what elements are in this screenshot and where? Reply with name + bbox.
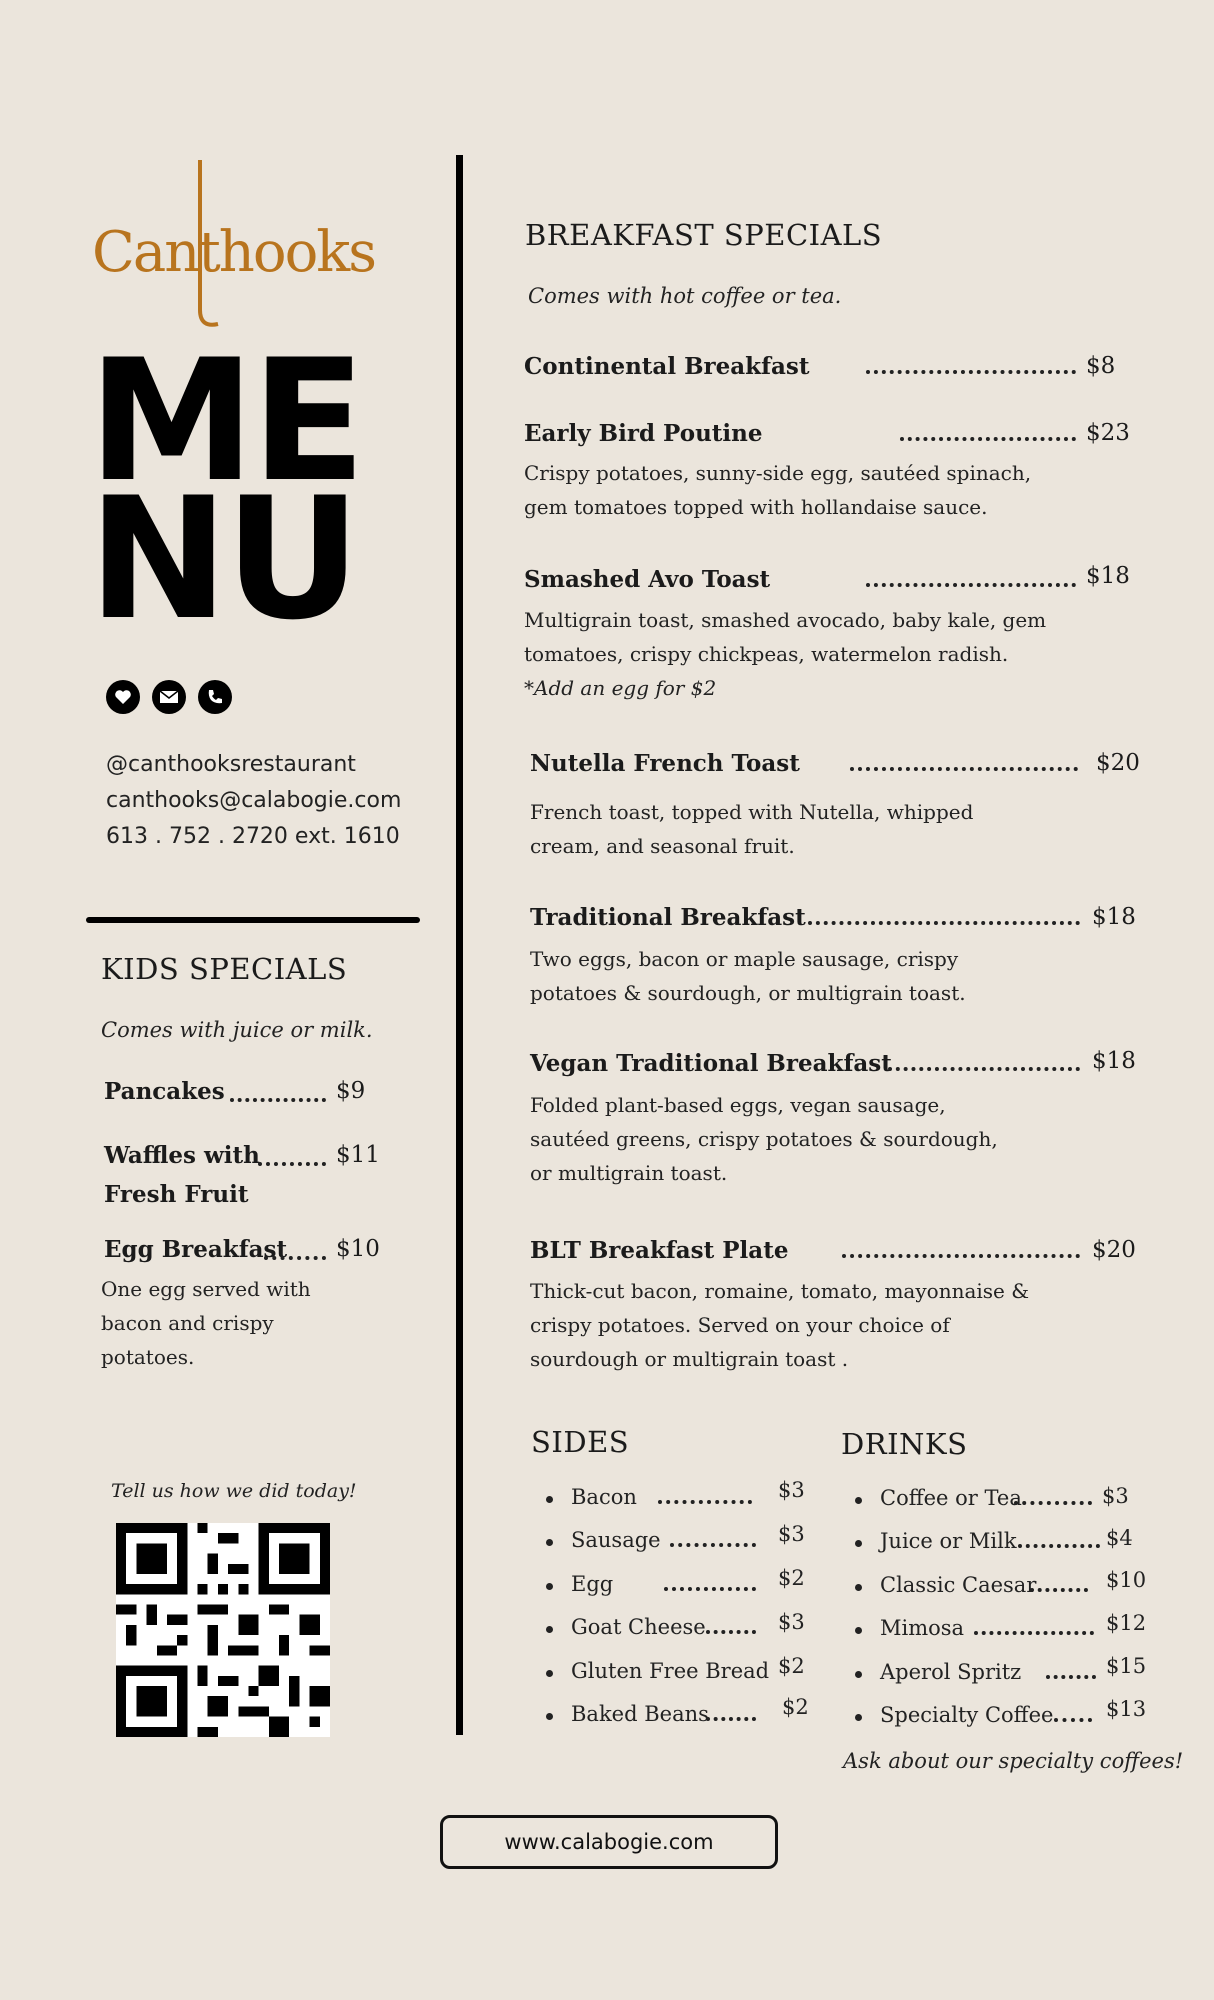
- bullet: [546, 1626, 553, 1633]
- side-item-name: Egg: [571, 1572, 614, 1596]
- bullet: [855, 1497, 862, 1504]
- leader-dots: [974, 1631, 1094, 1635]
- breakfast-item-description: French toast, topped with Nutella, whipped cream, and seasonal fruit.: [530, 800, 974, 858]
- bullet: [546, 1670, 553, 1677]
- breakfast-item-name: Smashed Avo Toast: [524, 566, 771, 593]
- side-item-price: $3: [778, 1610, 805, 1634]
- leader-dots: [264, 1256, 326, 1260]
- phone-icon[interactable]: [198, 680, 232, 714]
- leader-dots: [1018, 1544, 1100, 1548]
- menu-title-line2: NU: [88, 461, 358, 657]
- breakfast-item-name: Continental Breakfast: [524, 353, 810, 380]
- side-item-price: $2: [778, 1566, 805, 1590]
- left-divider-rule: [86, 917, 420, 923]
- breakfast-item-description: Crispy potatoes, sunny-side egg, sautéed spinach, gem tomatoes topped with hollandaise sauce.: [524, 461, 1032, 519]
- feedback-qr-code[interactable]: [116, 1523, 330, 1737]
- drink-item-name: Classic Caesar: [880, 1573, 1037, 1597]
- column-divider: [456, 155, 463, 1735]
- breakfast-item-name: Early Bird Poutine: [524, 420, 763, 447]
- drink-item-name: Coffee or Tea: [880, 1486, 1022, 1510]
- drinks-note: Ask about our specialty coffees!: [843, 1749, 1184, 1773]
- breakfast-item-price: $18: [1092, 904, 1136, 930]
- breakfast-item-description: Folded plant-based eggs, vegan sausage, sautéed greens, crispy potatoes & sourdough, or multigrain toast.: [530, 1093, 998, 1185]
- bullet: [855, 1714, 862, 1721]
- side-item-price: $3: [778, 1478, 805, 1502]
- breakfast-specials-title: BREAKFAST SPECIALS: [525, 218, 883, 252]
- drink-item-price: $12: [1106, 1611, 1147, 1635]
- bullet: [546, 1713, 553, 1720]
- leader-dots: [230, 1098, 326, 1102]
- kids-item-description: One egg served with bacon and crispy potatoes.: [101, 1277, 311, 1369]
- kids-specials-subtitle: Comes with juice or milk.: [101, 1018, 373, 1042]
- kids-item-name: Pancakes: [104, 1078, 225, 1105]
- restaurant-logo: [92, 160, 375, 330]
- leader-dots: [706, 1630, 756, 1634]
- leader-dots: [842, 1254, 1080, 1258]
- drink-item-price: $3: [1102, 1484, 1129, 1508]
- bullet: [546, 1496, 553, 1503]
- logo-text: Canthooks: [92, 220, 375, 285]
- drink-item-price: $4: [1106, 1526, 1133, 1550]
- bullet: [855, 1540, 862, 1547]
- leader-dots: [1014, 1501, 1092, 1505]
- side-item-name: Sausage: [571, 1528, 661, 1552]
- kids-item-name: Egg Breakfast: [104, 1236, 288, 1263]
- breakfast-item-description: Two eggs, bacon or maple sausage, crispy potatoes & sourdough, or multigrain toast.: [530, 947, 966, 1005]
- kids-specials-title: KIDS SPECIALS: [101, 952, 348, 986]
- leader-dots: [900, 437, 1076, 441]
- bullet: [546, 1583, 553, 1590]
- breakfast-item-price: $18: [1092, 1048, 1136, 1074]
- side-item-name: Bacon: [571, 1485, 637, 1509]
- heart-icon[interactable]: [106, 680, 140, 714]
- breakfast-item-price: $18: [1086, 563, 1130, 589]
- social-icons: [106, 680, 232, 714]
- kids-item-name-line2: Fresh Fruit: [104, 1181, 249, 1208]
- leader-dots: [658, 1500, 752, 1504]
- drinks-title: DRINKS: [841, 1427, 968, 1461]
- side-item-price: $2: [778, 1654, 805, 1678]
- bullet: [855, 1627, 862, 1634]
- drink-item-name: Aperol Spritz: [880, 1660, 1022, 1684]
- drink-item-price: $10: [1106, 1568, 1147, 1592]
- breakfast-item-description: Thick-cut bacon, romaine, tomato, mayonnaise & crispy potatoes. Served on your choice of sourdough or multigrain toast .: [530, 1279, 1030, 1371]
- kids-item-price: $10: [336, 1236, 380, 1262]
- bullet: [855, 1584, 862, 1591]
- contact-info: [106, 747, 401, 855]
- bullet: [546, 1539, 553, 1546]
- breakfast-item-price: $20: [1096, 750, 1140, 776]
- bullet: [855, 1671, 862, 1678]
- side-item-name: Goat Cheese: [571, 1615, 706, 1639]
- drink-item-name: Mimosa: [880, 1616, 965, 1640]
- breakfast-item-name: Nutella French Toast: [530, 750, 800, 777]
- breakfast-item-description: Multigrain toast, smashed avocado, baby kale, gem tomatoes, crispy chickpeas, watermelon radish.: [524, 608, 1047, 666]
- drink-item-price: $13: [1106, 1697, 1147, 1721]
- leader-dots: [706, 1717, 756, 1721]
- side-item-price: $2: [782, 1695, 809, 1719]
- leader-dots: [888, 1067, 1080, 1071]
- website-link[interactable]: www.calabogie.com: [440, 1815, 778, 1869]
- leader-dots: [1054, 1718, 1092, 1722]
- kids-item-price: $9: [336, 1078, 366, 1104]
- breakfast-item-price: $8: [1086, 353, 1116, 379]
- side-item-name: Gluten Free Bread: [571, 1659, 770, 1683]
- drink-item-name: Specialty Coffee: [880, 1703, 1054, 1727]
- leader-dots: [808, 921, 1080, 925]
- leader-dots: [866, 583, 1076, 587]
- mail-icon[interactable]: [152, 680, 186, 714]
- breakfast-item-name: Traditional Breakfast: [530, 904, 806, 931]
- leader-dots: [866, 370, 1076, 374]
- side-item-price: $3: [778, 1522, 805, 1546]
- menu-title: [88, 323, 362, 657]
- breakfast-item-name: BLT Breakfast Plate: [530, 1237, 789, 1264]
- sides-title: SIDES: [531, 1425, 630, 1459]
- kids-item-name: Waffles with: [104, 1142, 260, 1169]
- breakfast-item-name: Vegan Traditional Breakfast: [530, 1050, 892, 1077]
- menu-title-line1: ME: [88, 323, 362, 519]
- email-address[interactable]: canthooks@calabogie.com: [106, 788, 402, 813]
- leader-dots: [258, 1162, 326, 1166]
- drink-item-price: $15: [1106, 1654, 1147, 1678]
- breakfast-item-note: *Add an egg for $2: [524, 676, 717, 700]
- leader-dots: [670, 1543, 756, 1547]
- side-item-name: Baked Beans: [571, 1702, 709, 1726]
- phone-number[interactable]: 613 . 752 . 2720 ext. 1610: [106, 824, 400, 849]
- leader-dots: [664, 1587, 756, 1591]
- breakfast-specials-subtitle: Comes with hot coffee or tea.: [528, 284, 842, 308]
- breakfast-item-price: $23: [1086, 420, 1130, 446]
- breakfast-item-price: $20: [1092, 1237, 1136, 1263]
- feedback-prompt: Tell us how we did today!: [111, 1480, 357, 1502]
- leader-dots: [850, 767, 1078, 771]
- leader-dots: [1030, 1588, 1088, 1592]
- kids-item-price: $11: [336, 1142, 380, 1168]
- leader-dots: [1046, 1675, 1096, 1679]
- social-handle[interactable]: @canthooksrestaurant: [106, 752, 356, 777]
- drink-item-name: Juice or Milk: [880, 1529, 1017, 1553]
